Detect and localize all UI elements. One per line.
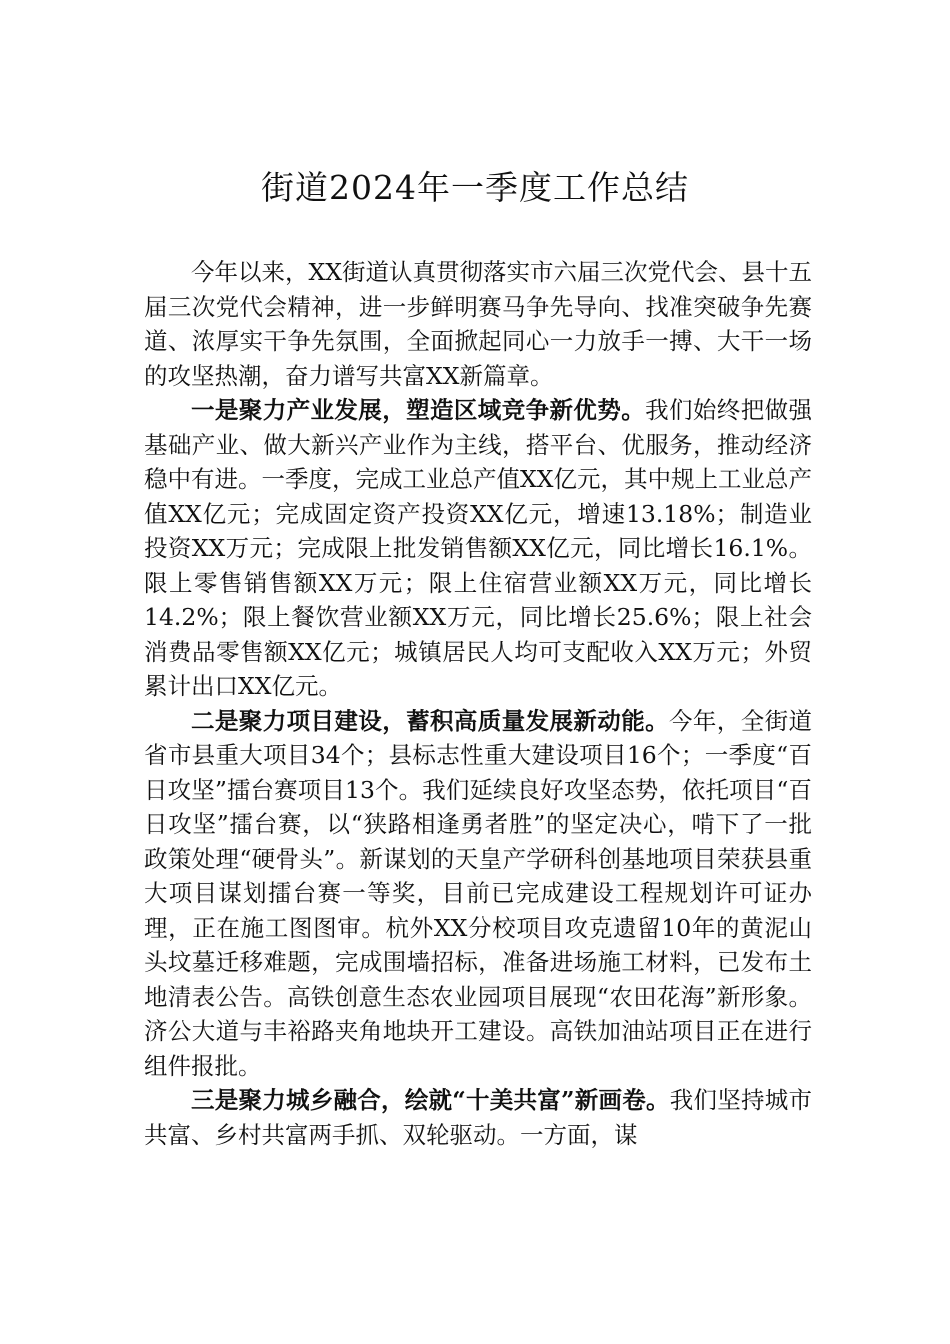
- paragraph-intro: [144, 255, 812, 393]
- paragraph-industry: [144, 393, 812, 704]
- paragraph-lead: 三是聚力城乡融合，绘就“十美共富”新画卷。: [191, 1086, 670, 1114]
- paragraph-text: 今年，全街道省市县重大项目34个；县标志性重大建设项目16个；一季度“百日攻坚”擂台赛项目13个。我们延续良好攻坚态势，依托项目“百日攻坚”擂台赛，以“狭路相逢勇者胜”的坚定决心，啃下了一批政策处理“硬骨头”。新谋划的天皇产学研科创基地项目荣获县重大项目谋划擂台赛一等奖，目前已完成建设工程规划许可证办理，正在施工图图审。杭外XX分校项目攻克遗留10年的黄泥山头坟墓迁移难题，完成围墙招标，准备进场施工材料，已发布土地清表公告。高铁创意生态农业园项目展现“农田花海”新形象。济公大道与丰裕路夹角地块开工建设。高铁加油站项目正在进行组件报批。: [144, 706, 812, 1080]
- paragraph-text: 今年以来，XX街道认真贯彻落实市六届三次党代会、县十五届三次党代会精神，进一步鲜明赛马争先导向、找准突破争先赛道、浓厚实干争先氛围，全面掀起同心一力放手一搏、大干一场的攻坚热潮，奋力谱写共富XX新篇章。: [144, 258, 812, 390]
- paragraph-lead: 一是聚力产业发展，塑造区域竞争新优势。: [191, 396, 646, 424]
- paragraph-lead: 二是聚力项目建设，蓄积高质量发展新动能。: [191, 706, 669, 735]
- paragraph-text: 我们坚持城市共富、乡村共富两手抓、双轮驱动。一方面，谋: [144, 1086, 812, 1149]
- document-title: 街道2024年一季度工作总结: [261, 168, 689, 207]
- paragraph-projects: [144, 704, 812, 1084]
- paragraph-text: 我们始终把做强基础产业、做大新兴产业作为主线，搭平台、优服务，推动经济稳中有进。一季度，完成工业总产值XX亿元，其中规上工业总产值XX亿元；完成固定资产投资XX亿元，增速13.18%；制造业投资XX万元；完成限上批发销售额XX亿元，同比增长16.1%。限上零售销售额XX万元；限上住宿营业额XX万元，同比增长14.2%；限上餐饮营业额XX万元，同比增长25.6%；限上社会消费品零售额XX亿元；城镇居民人均可支配收入XX万元；外贸累计出口XX亿元。: [144, 396, 813, 700]
- document-body: [144, 255, 812, 1152]
- paragraph-urban-rural: [144, 1083, 812, 1152]
